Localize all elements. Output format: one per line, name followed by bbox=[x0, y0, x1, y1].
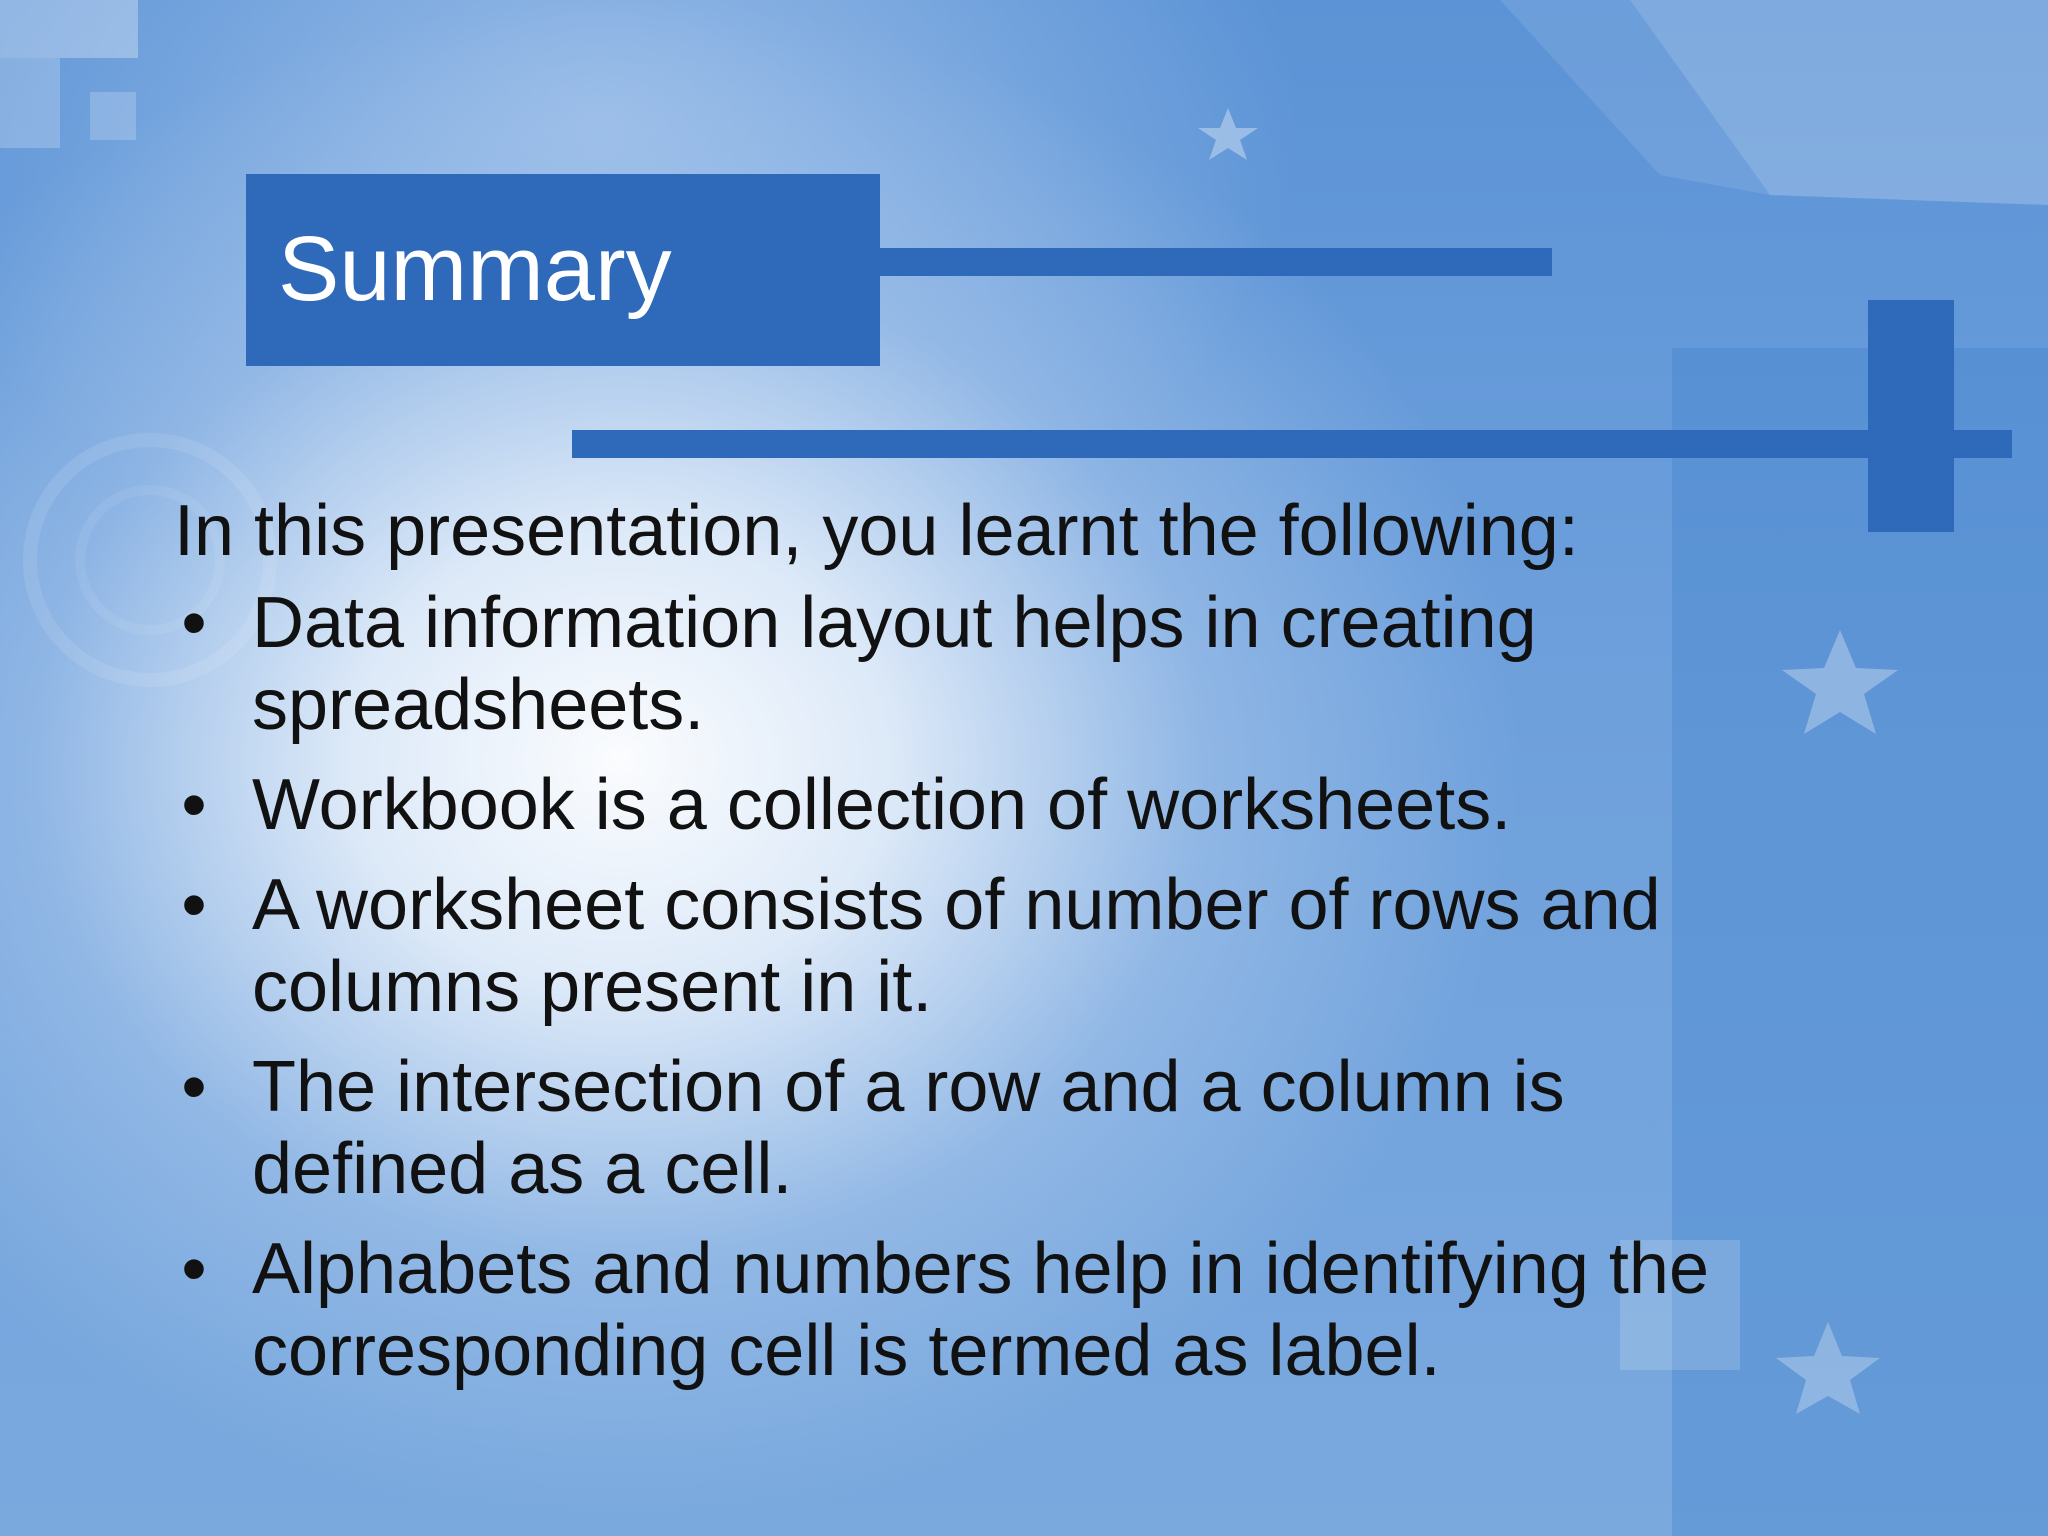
header-line-bottom bbox=[572, 430, 2012, 458]
bullet-icon: • bbox=[181, 583, 207, 663]
vertical-accent-bar bbox=[1868, 300, 1954, 532]
bullet-item bbox=[174, 864, 1794, 1028]
bullet-list bbox=[174, 582, 1794, 1392]
bullet-icon: • bbox=[181, 765, 207, 845]
slide-title: Summary bbox=[278, 218, 672, 320]
intro-text: In this presentation, you learnt the following: bbox=[174, 491, 1579, 571]
header-line-top bbox=[880, 248, 1552, 276]
bullet-text: The intersection of a row and a column is defined as a cell. bbox=[252, 1047, 1565, 1209]
bullet-item bbox=[174, 764, 1794, 846]
bullet-icon: • bbox=[181, 1229, 207, 1309]
bullet-item bbox=[174, 1228, 1794, 1392]
bullet-text: A worksheet consists of number of rows and columns present in it. bbox=[252, 865, 1661, 1027]
bullet-item bbox=[174, 1046, 1794, 1210]
bullet-icon: • bbox=[181, 1047, 207, 1127]
bullet-text: Data information layout helps in creating spreadsheets. bbox=[252, 583, 1537, 745]
bullet-item bbox=[174, 582, 1794, 746]
bullet-text: Alphabets and numbers help in identifying the corresponding cell is termed as label. bbox=[252, 1229, 1709, 1391]
bullet-text: Workbook is a collection of worksheets. bbox=[252, 765, 1512, 845]
bullet-icon: • bbox=[181, 865, 207, 945]
slide-body bbox=[174, 490, 1794, 1410]
